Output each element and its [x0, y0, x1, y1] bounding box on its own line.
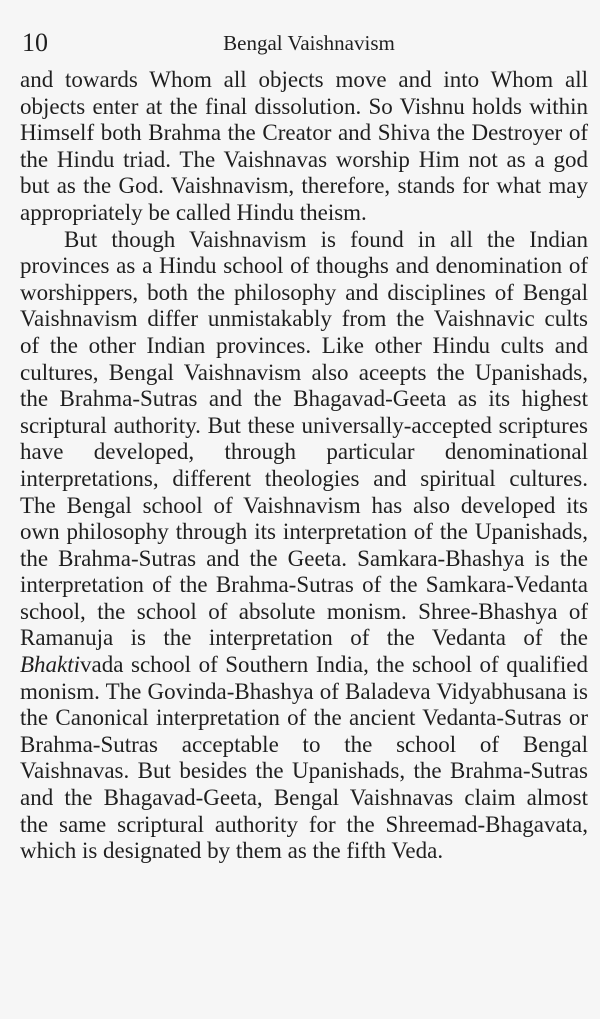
paragraph-text-after-italic: vada school of Southern India, the school of qualified monism. The Govinda-Bhashya of Baladeva Vidyabhusana is the Canonical interpretation of the ancient Vedanta-Sutras or Brahma-Sutras acceptable to the school of Bengal Vaishnavas. But besides the Upanishads, the Brahma-Sutras and the Bhagavad-Geeta, Bengal Vaishnavas claim almost the same scriptural authority for the Shreemad-Bhagavata, which is designated by them as the fifth Veda.	[20, 652, 588, 864]
paragraph-vaishnavism-provinces	[20, 227, 588, 865]
paragraph-continued: and towards Whom all objects move and into Whom all objects enter at the final dissolution. So Vishnu holds within Himself both Brahma the Creator and Shiva the Destroyer of the Hindu triad. The Vaishnavas worship Him not as a god but as the God. Vaishnavism, therefore, stands for what may appropriately be called Hindu theism.	[20, 67, 588, 225]
page-header	[20, 26, 588, 60]
page-number: 10	[22, 28, 48, 57]
paragraph-text-before-italic: But though Vaishnavism is found in all the Indian provinces as a Hindu school of thoughs and denomination of worshippers, both the philosophy and disciplines of Bengal Vaishnavism differ unmistakably from the Vaishnavic cults of the other Indian provinces. Like other Hindu cults and cultures, Bengal Vaishnavism also aceepts the Upanishads, the Brahma-Sutras and the Bhagavad-Geeta as its highest scriptural authority. But these universally-accepted scriptures have developed, through particular denominational interpretations, different theologies and spiritual cultures. The Bengal school of Vaishnavism has also developed its own philosophy through its interpretation of the Upanishads, the Brahma-Sutras and the Geeta. Samkara-Bhashya is the interpretation of the Brahma-Sutras of the Samkara-Vedanta school, the school of absolute monism. Shree-Bhashya of Ramanuja is the interpretation of the Vedanta of the	[20, 226, 588, 651]
body-text	[20, 67, 588, 865]
italic-term-bhakti: Bhakti	[20, 652, 81, 678]
running-title: Bengal Vaishnavism	[223, 31, 395, 55]
